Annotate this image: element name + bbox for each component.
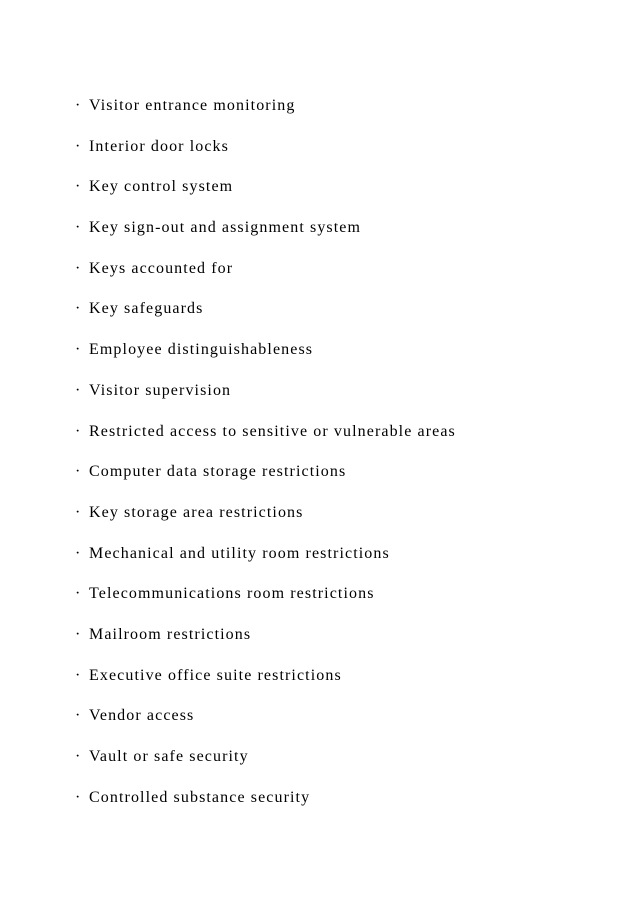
list-item [75, 583, 456, 624]
bullet: · [75, 381, 82, 399]
list-item-text: Key sign-out and assignment system [89, 219, 362, 237]
list-item-text: Restricted access to sensitive or vulnerable areas [89, 422, 456, 440]
list-item [75, 217, 456, 258]
security-checklist [75, 95, 456, 827]
list-item [75, 746, 456, 787]
list-item [75, 461, 456, 502]
list-item [75, 298, 456, 339]
bullet: · [75, 585, 82, 603]
bullet: · [75, 219, 82, 237]
list-item-text: Visitor entrance monitoring [89, 97, 296, 114]
list-item [75, 787, 456, 828]
bullet: · [75, 625, 82, 643]
list-item [75, 95, 456, 136]
list-item [75, 176, 456, 217]
list-item-text: Vault or safe security [89, 748, 249, 765]
list-item-text: Vendor access [89, 707, 195, 725]
bullet: · [75, 788, 82, 806]
list-item-text: Executive office suite restrictions [89, 666, 342, 684]
bullet: · [75, 137, 82, 155]
bullet: · [75, 666, 82, 684]
bullet: · [75, 97, 82, 114]
list-item [75, 339, 456, 380]
list-item-text: Computer data storage restrictions [89, 463, 347, 481]
bullet: · [75, 707, 82, 725]
list-item [75, 258, 456, 299]
list-item [75, 624, 456, 665]
list-item [75, 543, 456, 584]
bullet: · [75, 178, 82, 196]
list-item [75, 502, 456, 543]
list-item [75, 136, 456, 177]
list-item-text: Employee distinguishableness [89, 341, 314, 359]
list-item [75, 421, 456, 462]
bullet: · [75, 259, 82, 277]
list-item-text: Key storage area restrictions [89, 503, 304, 521]
bullet: · [75, 544, 82, 562]
bullet: · [75, 748, 82, 765]
bullet: · [75, 463, 82, 481]
list-item-text: Keys accounted for [89, 259, 234, 277]
list-item-text: Interior door locks [89, 137, 229, 155]
list-item-text: Telecommunications room restrictions [89, 585, 375, 603]
list-item-text: Visitor supervision [89, 381, 232, 399]
list-item [75, 705, 456, 746]
list-item-text: Key control system [89, 178, 234, 196]
list-item-text: Key safeguards [89, 300, 204, 318]
list-item-text: Mailroom restrictions [89, 625, 252, 643]
bullet: · [75, 300, 82, 318]
bullet: · [75, 503, 82, 521]
list-item [75, 665, 456, 706]
list-item-text: Mechanical and utility room restrictions [89, 544, 390, 562]
list-item [75, 380, 456, 421]
list-item-text: Controlled substance security [89, 788, 311, 806]
bullet: · [75, 422, 82, 440]
bullet: · [75, 341, 82, 359]
